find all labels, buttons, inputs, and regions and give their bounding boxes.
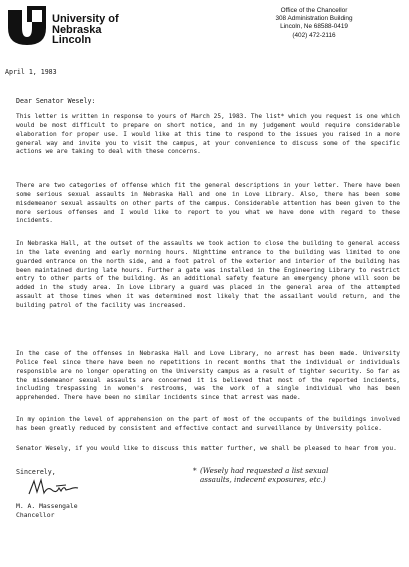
paragraph-1 [16,113,400,157]
salutation: Dear Senator Wesely: [16,97,96,105]
letter-date: April 1, 1983 [5,68,57,76]
paragraph-text: In my opinion the level of apprehension on the part of most of the occupants of the buildings involved has been greatly reduced by consistent and effective contact and surveillance by University police. [16,416,400,432]
office-address-line: Lincoln, Ne 68588-0419 [280,23,348,31]
paragraph-text: There are two categories of offense which fit the general descriptions in your letter. There have been some serious sexual assaults in Nebraska Hall and one in Love Library. Also, there has been some misdemeanor sexual assaults on other parts of the campus. Considerable attention has been given to the more serious offenses and I would like to report to you what we have done with regard to these incidents. [16,182,400,225]
paragraph-text: Senator Wesely, if you would like to discuss this matter further, we shall be pleased to hear from you. [16,445,397,452]
paragraph-3 [16,240,400,311]
paragraph-text: In Nebraska Hall, at the outset of the assaults we took action to close the building to general access in the late evening and early morning hours. Nighttime entrance to the building was limited to one guarded entrance on the north side, and a foot patrol of the exterior and interior of the building has been maintained during late hours. Further a gate was installed in the Engineering Library to restrict entry to other parts of the building. As an additional safety feature an emergency phone will soon be added in the study area. In Love Library a guard was placed in the general area of the attempted assault at those times when it was determined most likely that the assailant would return, and the building patrol of the facility was increased. [16,240,400,309]
paragraph-text: In the case of the offenses in Nebraska Hall and Love Library, no arrest has been made. University Police feel since there have been no repetitions in recent months that the individual or individuals responsible are no longer operating on the University campus as a result of tighter security. So far as the misdemeanor sexual assaults are concerned it is believed that most of the reported incidents, including trespassing in women's restrooms, was the work of a single individual who has been apprehended. There have been no similar incidents since that arrest was made. [16,350,400,402]
closing: Sincerely, [16,468,56,476]
office-address-line: Office of the Chancellor [280,7,348,14]
paragraph-6 [16,445,400,454]
office-address [229,7,399,40]
handwritten-signature [26,476,86,500]
university-logo-icon [6,4,48,46]
university-name-line: Nebraska [52,23,102,36]
note-asterisk: * [193,466,197,475]
paragraph-text: This letter is written in response to yours of March 25, 1983. The list* which you request is one which would be most difficult to prepare on short notice, and in my judgement would require considerable elaboration for proper use. I would like at this time to respond to the issues you raised in a more general way and invite you to visit the campus, at your convenience to discuss some of the specific actions we are taking to deal with these concerns. [16,113,400,156]
note-line: (Wesely had requested a list sexual [200,466,329,475]
handwritten-note [193,466,400,485]
paragraph-2 [16,182,400,226]
sender-block [16,502,78,519]
sender-name: M. A. Massengale [16,502,78,510]
university-name-line: Lincoln [52,34,92,46]
paragraph-4 [16,350,400,403]
office-address-line: 308 Administration Building [275,15,353,23]
university-name [52,14,119,46]
sender-title: Chancellor [16,510,55,519]
office-address-line: (402) 472-2116 [292,31,336,39]
note-line: assaults, indecent exposures, etc.) [200,475,326,485]
paragraph-5 [16,416,400,434]
university-name-line: University of [52,13,119,25]
